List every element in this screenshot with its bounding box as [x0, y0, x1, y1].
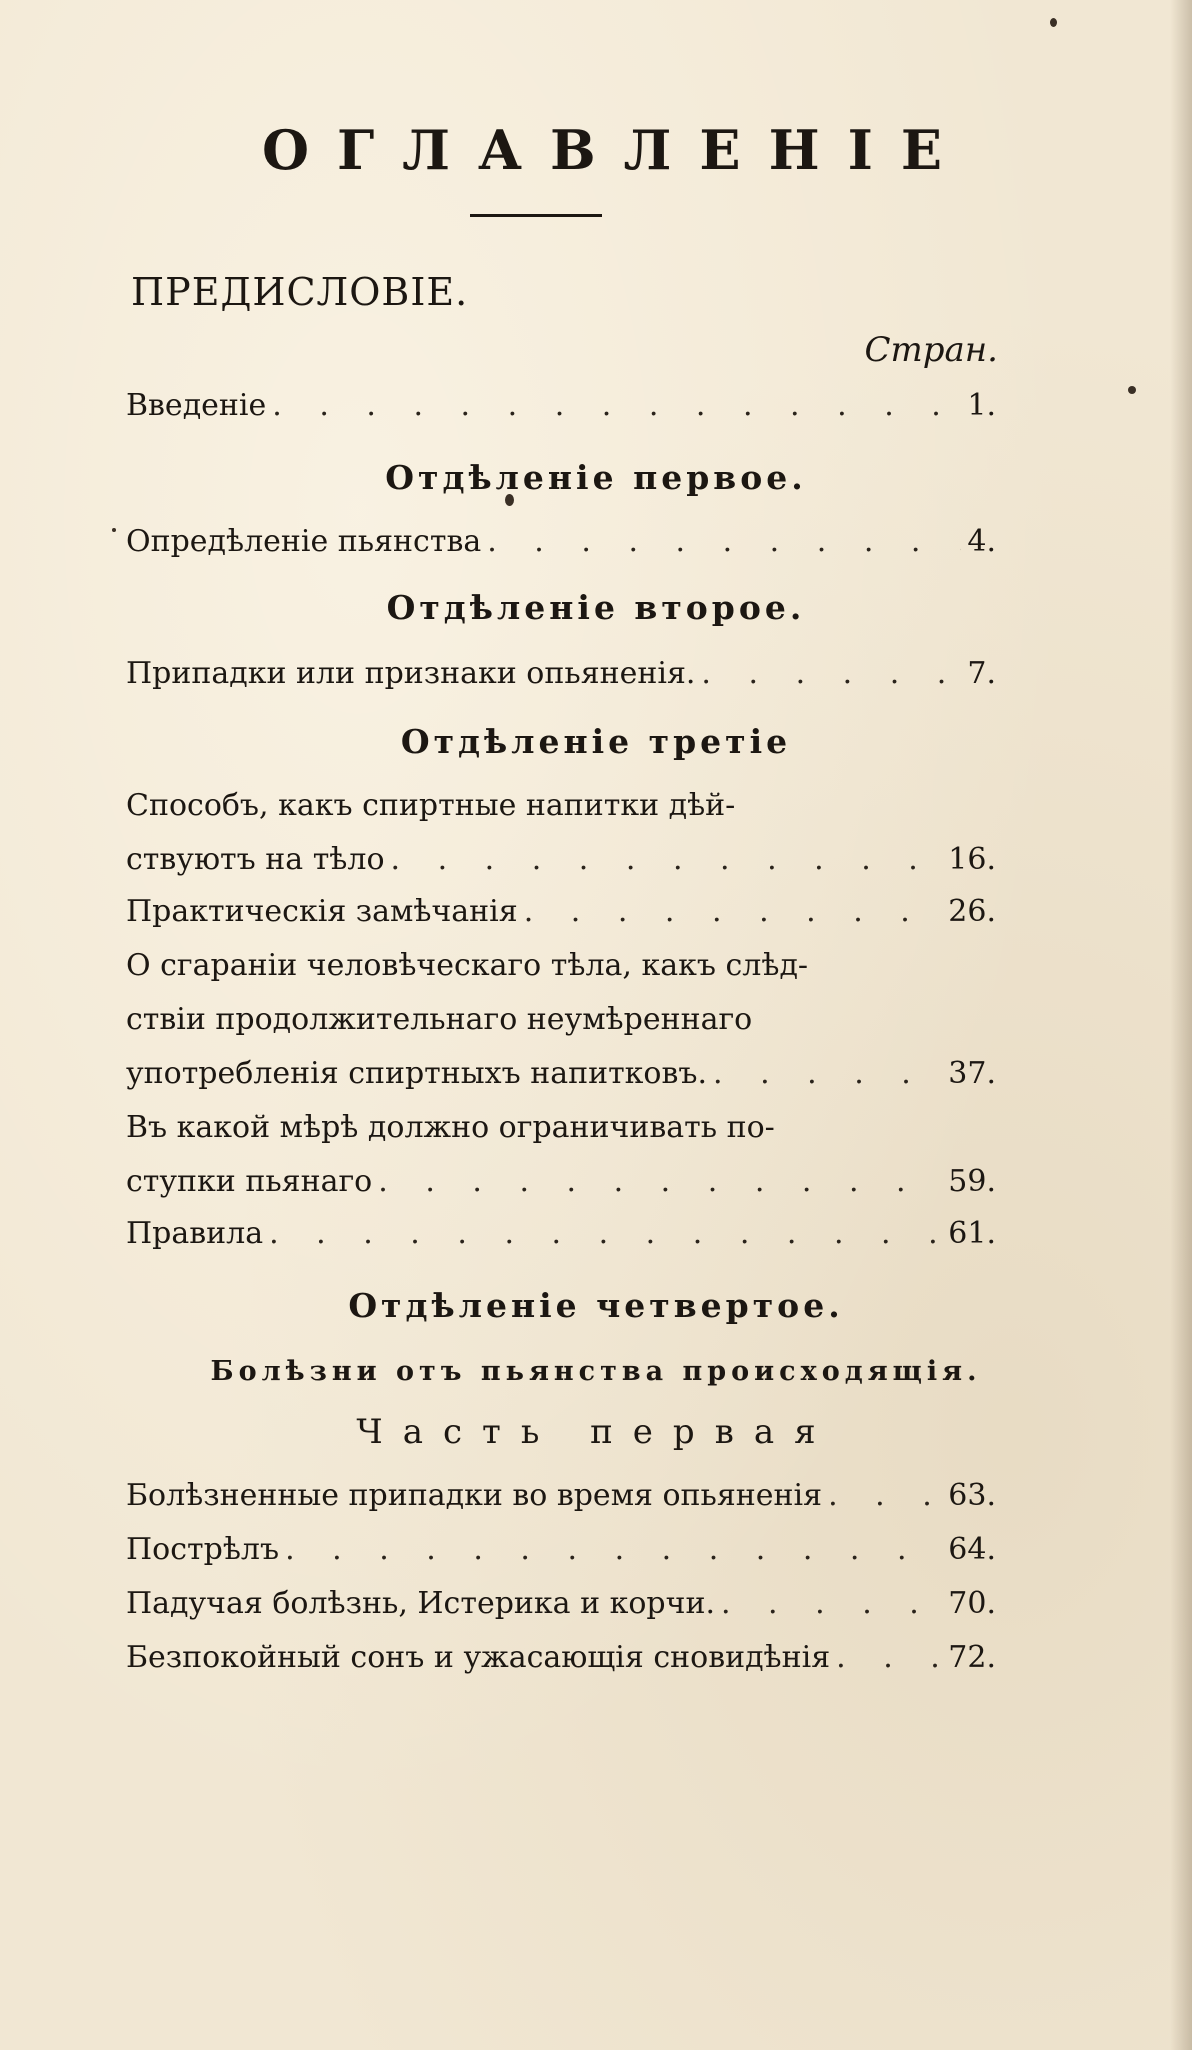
leader-dots [391, 842, 943, 877]
ink-speck [1050, 18, 1057, 27]
page-edge-shadow [1170, 0, 1192, 2050]
leader-dots [269, 1216, 942, 1251]
leader-dots [701, 656, 961, 691]
leader-dots [272, 388, 961, 423]
toc-entry[interactable] [126, 1056, 996, 1100]
toc-entry-continuation [126, 1110, 996, 1145]
leader-dots [378, 1164, 942, 1199]
toc-entry-title: Припадки или признаки опьяненія. [126, 656, 696, 691]
section-heading-2: Отдѣленіе второе. [386, 588, 806, 627]
toc-entry[interactable] [126, 1532, 996, 1576]
ink-speck [1128, 386, 1136, 394]
leader-dots [721, 1586, 942, 1621]
toc-entry-title: ствуютъ на тѣло [126, 842, 385, 877]
toc-entry-title: употребленія спиртныхъ напитковъ. [126, 1056, 707, 1091]
toc-entry-title: Правила [126, 1216, 264, 1251]
toc-entry-page: 26. [948, 894, 996, 929]
toc-entry[interactable] [126, 656, 996, 700]
toc-entry-title: ступки пьянаго [126, 1164, 373, 1199]
toc-entry-continuation [126, 948, 996, 983]
preface-heading: ПРЕДИСЛОВІЕ. [131, 270, 469, 314]
page-column-label: Стран. [864, 330, 998, 370]
leader-dots [836, 1640, 942, 1675]
toc-entry-intro[interactable] [126, 388, 996, 432]
title-divider [470, 214, 602, 217]
toc-entry-continuation [126, 1002, 996, 1037]
toc-entry-page: 70. [948, 1586, 996, 1621]
section-heading-4: Отдѣленіе четвертое. [348, 1286, 844, 1325]
toc-entry[interactable] [126, 1478, 996, 1522]
toc-entry-page: 1. [967, 388, 996, 423]
leader-dots [285, 1532, 942, 1567]
toc-entry-title: Безпокойный сонъ и ужасающія сновидѣнія [126, 1640, 831, 1675]
toc-entry-page: 59. [948, 1164, 996, 1199]
toc-entry-continuation [126, 788, 996, 823]
toc-entry-page: 72. [948, 1640, 996, 1675]
toc-entry-title: Практическія замѣчанія [126, 894, 518, 929]
section-subheading: Болѣзни отъ пьянства происходящія. [210, 1356, 982, 1387]
toc-entry-page: 7. [967, 656, 996, 691]
toc-entry-title-line: Способъ, какъ спиртные напитки дѣй- [126, 788, 736, 823]
toc-entry[interactable] [126, 1586, 996, 1630]
section-heading-1: Отдѣленіе первое. [385, 458, 807, 497]
toc-entry[interactable] [126, 1164, 996, 1208]
toc-entry-title-line: ствіи продолжительнаго неумѣреннаго [126, 1002, 753, 1037]
toc-entry-page: 16. [948, 842, 996, 877]
page-title: ОГЛАВЛЕНІЕ [261, 118, 971, 182]
ink-speck [112, 528, 116, 532]
toc-entry-title: Болѣзненные припадки во время опьяненія [126, 1478, 823, 1513]
toc-entry-title: Введеніе [126, 388, 267, 423]
toc-entry-page: 4. [967, 524, 996, 559]
toc-entry-page: 37. [948, 1056, 996, 1091]
toc-entry-title: Опредѣленіе пьянства [126, 524, 482, 559]
toc-entry[interactable] [126, 524, 996, 568]
toc-entry-title-line: Въ какой мѣрѣ должно ограничивать по- [126, 1110, 775, 1145]
toc-entry-title: Падучая болѣзнь, Истерика и корчи. [126, 1586, 715, 1621]
toc-entry[interactable] [126, 1640, 996, 1684]
toc-entry-title: Пострѣлъ [126, 1532, 280, 1567]
leader-dots [828, 1478, 942, 1513]
toc-entry[interactable] [126, 894, 996, 938]
part-heading: Часть первая [356, 1412, 836, 1452]
toc-entry-title-line: О сгараніи человѣческаго тѣла, какъ слѣд- [126, 948, 809, 983]
toc-entry-page: 61. [948, 1216, 996, 1251]
leader-dots [524, 894, 943, 929]
toc-entry[interactable] [126, 1216, 996, 1260]
leader-dots [487, 524, 961, 559]
leader-dots [713, 1056, 942, 1091]
toc-entry-page: 63. [948, 1478, 996, 1513]
toc-entry[interactable] [126, 842, 996, 886]
section-heading-3: Отдѣленіе третіе [400, 722, 792, 761]
toc-entry-page: 64. [948, 1532, 996, 1567]
